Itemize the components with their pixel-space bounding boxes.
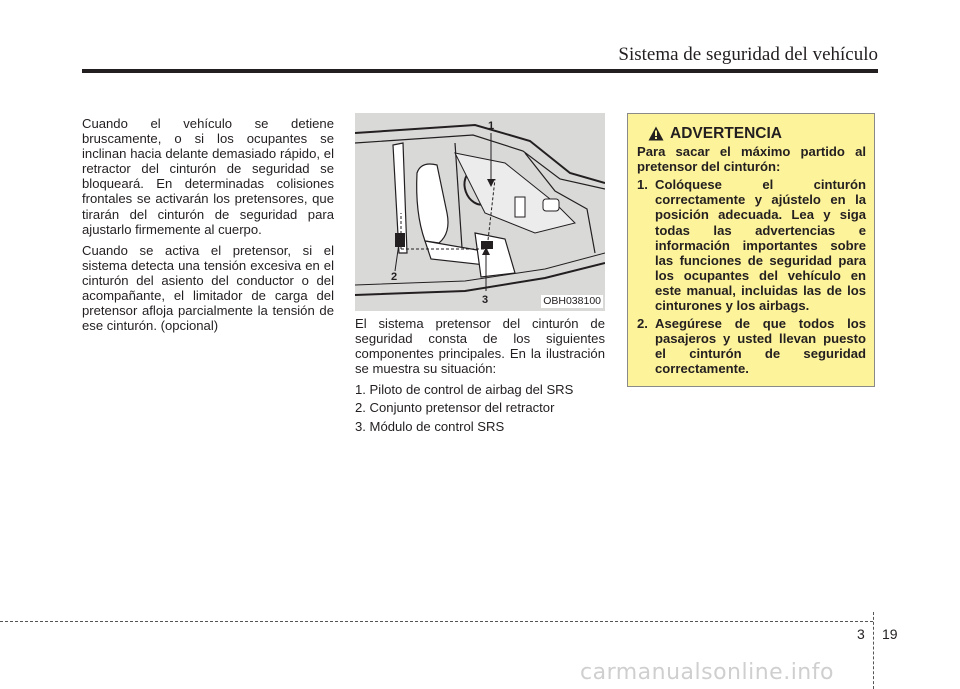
warning-item (637, 177, 866, 313)
footer-divider (873, 612, 874, 689)
warning-item-number: 1. (637, 177, 648, 193)
body-column-1 (82, 116, 334, 339)
paragraph: El sistema pretensor del cinturón de seguridad consta de los siguientes componentes principales. En la ilustración se muestra su situación: (355, 316, 605, 377)
page-number: 19 (882, 626, 898, 642)
body-column-2 (355, 316, 605, 437)
warning-title: ADVERTENCIA (670, 125, 782, 142)
paragraph: Cuando el vehículo se detiene bruscamente, o si los ocupantes se inclinan hacia delante demasiado rápido, el retractor del cinturón de seguridad se bloqueará. En determinadas colisiones frontales se activarán los pretensores, que tirarán del cinturón de seguridad para ajustarlo firmemente al cuerpo. (82, 116, 334, 237)
callout-label-1: 1 (488, 120, 495, 132)
pretensioner-location-illustration (355, 113, 605, 311)
warning-item-text: Asegúrese de que todos los pasajeros y usted llevan puesto el cinturón de seguridad correctamente. (655, 316, 866, 377)
list-item: 2. Conjunto pretensor del retractor (355, 400, 555, 416)
warning-item-number: 2. (637, 316, 648, 332)
warning-item (637, 316, 866, 376)
chapter-number: 3 (857, 626, 865, 642)
callout-label-2: 2 (391, 271, 398, 283)
callout-label-3: 3 (482, 294, 489, 306)
car-interior-drawing (355, 113, 605, 311)
warning-intro: Para sacar el máximo partido al pretensor del cinturón: (637, 144, 866, 175)
header-rule (82, 69, 878, 73)
list-item: 3. Módulo de control SRS (355, 418, 505, 434)
page-header-title: Sistema de seguridad del vehículo (618, 44, 878, 65)
warning-box (627, 113, 875, 387)
figure-code: OBH038100 (543, 295, 601, 307)
warning-triangle-icon (648, 126, 664, 141)
watermark: carmanualsonline.info (580, 660, 834, 685)
warning-item-text: Colóquese el cinturón correctamente y ajústelo en la posición adecuada. Lea y siga todas las advertencias e información importantes sobre las funciones de seguridad para los ocupantes del vehículo en este manual, incluidas las de los cinturones y los airbags. (655, 177, 866, 314)
list-item: 1. Piloto de control de airbag del SRS (355, 382, 574, 398)
warning-header (648, 126, 866, 141)
paragraph: Cuando se activa el pretensor, si el sistema detecta una tensión excesiva en el cinturón del asiento del conductor o del acompañante, el limitador de carga del pretensor afloja parcialmente la tensión de ese cinturón. (opcional) (82, 242, 334, 334)
footer-rule (0, 621, 873, 622)
